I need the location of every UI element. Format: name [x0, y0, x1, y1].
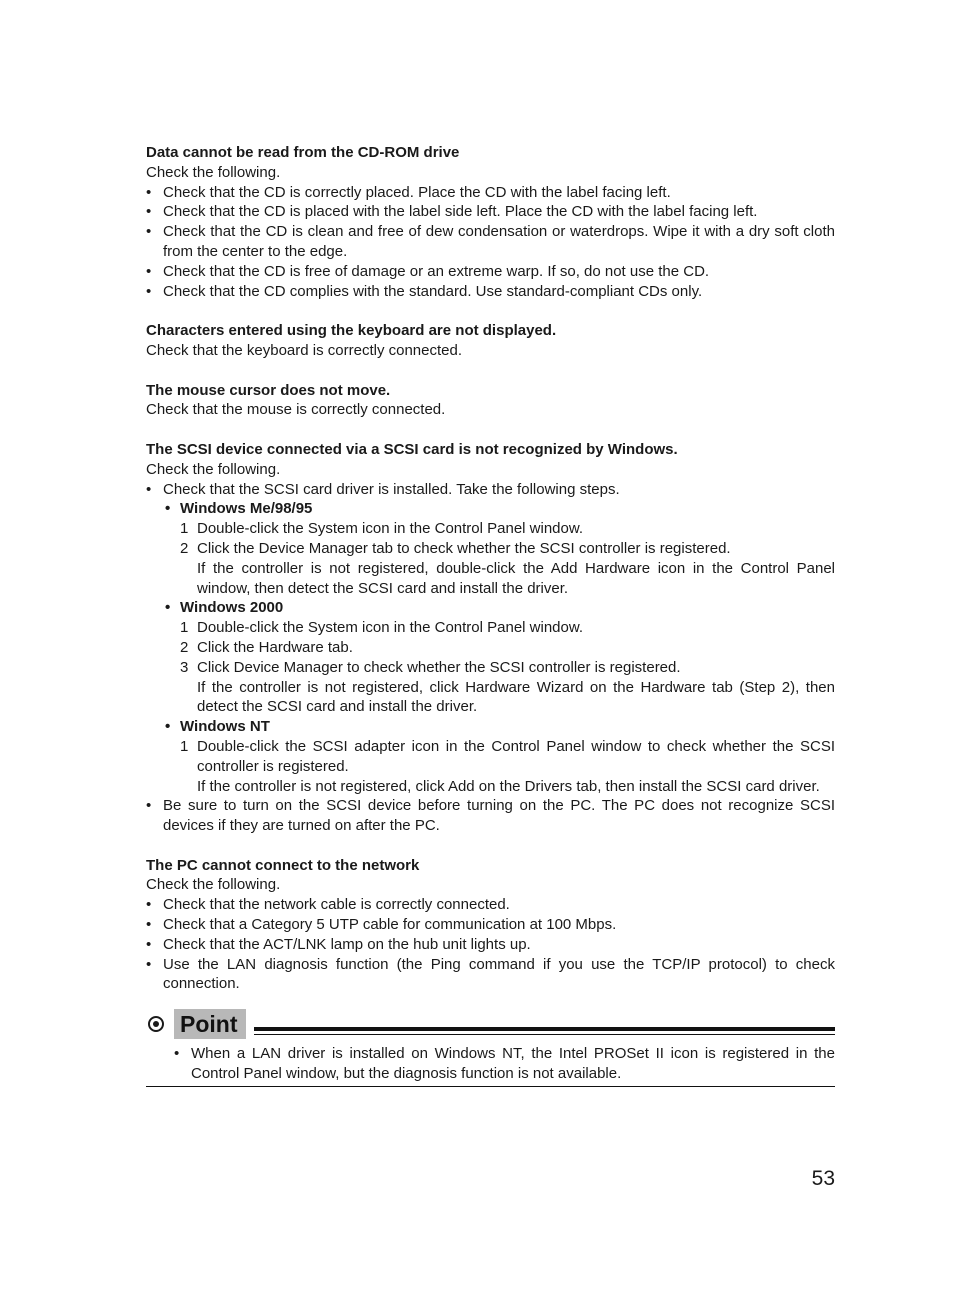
list-item: • Check that the CD is free of damage or an extreme warp. If so, do not use the CD.: [146, 262, 835, 282]
list-item: [146, 480, 835, 797]
section-heading-keyboard: Characters entered using the keyboard are not displayed.: [146, 322, 557, 340]
list-item: • Use the LAN diagnosis function (the Ping command if you use the TCP/IP protocol) to check connection.: [146, 955, 835, 995]
step-item: [180, 539, 835, 598]
step-note: If the controller is not registered, click Hardware Wizard on the Hardware tab (Step 2), then detect the SCSI card and install the driver.: [197, 678, 835, 716]
step-item: [180, 737, 835, 796]
section-heading-scsi: The SCSI device connected via a SCSI card is not recognized by Windows.: [146, 440, 678, 458]
step-text: Double-click the SCSI adapter icon in the Control Panel window to check whether the SCSI controller is registered.: [197, 737, 835, 775]
point-header: [146, 1008, 835, 1040]
list-item: • Check that the CD is clean and free of dew condensation or waterdrops. Wipe it with a dry soft cloth from the center to the edge.: [146, 222, 835, 262]
step-text: Click the Hardware tab.: [197, 638, 353, 656]
os-item: [163, 499, 835, 598]
point-body: [146, 1040, 835, 1087]
list-item: • Be sure to turn on the SCSI device before turning on the PC. The PC does not recognize SCSI devices if they are turned on after the PC.: [146, 796, 835, 836]
section-heading-mouse: The mouse cursor does not move.: [146, 381, 391, 399]
step-list: [180, 737, 835, 796]
step-item: [180, 519, 835, 539]
os-label: Windows 2000: [180, 599, 284, 617]
page-number: 53: [811, 1167, 835, 1190]
os-item: [163, 717, 835, 796]
step-item: [180, 638, 835, 658]
section-intro: Check that the mouse is correctly connected.: [146, 401, 446, 419]
step-number: 1: [180, 520, 189, 538]
point-label: Point: [174, 1009, 246, 1039]
step-number: 2: [180, 539, 189, 557]
list-item: • Check that the ACT/LNK lamp on the hub unit lights up.: [146, 935, 835, 955]
bullet-list: [146, 895, 835, 994]
section-intro: Check that the keyboard is correctly connected.: [146, 341, 462, 359]
point-rule: [254, 1034, 835, 1035]
os-item: [163, 598, 835, 717]
os-list: [163, 499, 835, 796]
step-number: 1: [180, 737, 189, 755]
step-text: Click Device Manager to check whether the SCSI controller is registered.: [197, 658, 681, 676]
step-note: If the controller is not registered, double-click the Add Hardware icon in the Control Panel window, then detect the SCSI card and install the driver.: [197, 559, 835, 597]
step-text: Double-click the System icon in the Control Panel window.: [197, 520, 584, 538]
page-content: [146, 143, 835, 994]
section-heading-cdrom: Data cannot be read from the CD-ROM drive: [146, 144, 460, 161]
step-list: [180, 519, 835, 598]
bullet-list: [146, 480, 835, 836]
step-text: Click the Device Manager tab to check whether the SCSI controller is registered.: [197, 539, 731, 557]
step-number: 3: [180, 658, 189, 676]
step-item: [180, 658, 835, 717]
list-item: • Check that the CD is correctly placed. Place the CD with the label facing left.: [146, 183, 835, 203]
point-list-item: • When a LAN driver is installed on Windows NT, the Intel PROSet II icon is registered in the Control Panel window, but the diagnosis function is not available.: [174, 1044, 835, 1084]
section-heading-network: The PC cannot connect to the network: [146, 856, 420, 874]
list-item-text: Check that the SCSI card driver is installed. Take the following steps.: [163, 480, 620, 498]
section-intro: Check the following.: [146, 460, 281, 478]
step-text: Double-click the System icon in the Control Panel window.: [197, 619, 584, 637]
step-item: [180, 618, 835, 638]
point-box: [146, 1008, 835, 1087]
os-label: Windows NT: [180, 718, 270, 736]
step-number: 1: [180, 619, 189, 637]
list-item: • Check that the network cable is correctly connected.: [146, 895, 835, 915]
os-label: Windows Me/98/95: [180, 500, 313, 518]
point-rule: [254, 1027, 835, 1031]
list-item: • Check that a Category 5 UTP cable for communication at 100 Mbps.: [146, 915, 835, 935]
list-item: • Check that the CD complies with the standard. Use standard-compliant CDs only.: [146, 282, 835, 302]
step-number: 2: [180, 638, 189, 656]
bullet-list: [146, 183, 835, 302]
section-intro: Check the following.: [146, 876, 281, 894]
section-intro: Check the following.: [146, 163, 281, 181]
point-target-icon: [148, 1016, 164, 1032]
step-note: If the controller is not registered, click Add on the Drivers tab, then install the SCSI card driver.: [197, 777, 820, 795]
step-list: [180, 618, 835, 717]
list-item: • Check that the CD is placed with the label side left. Place the CD with the label facing left.: [146, 202, 835, 222]
